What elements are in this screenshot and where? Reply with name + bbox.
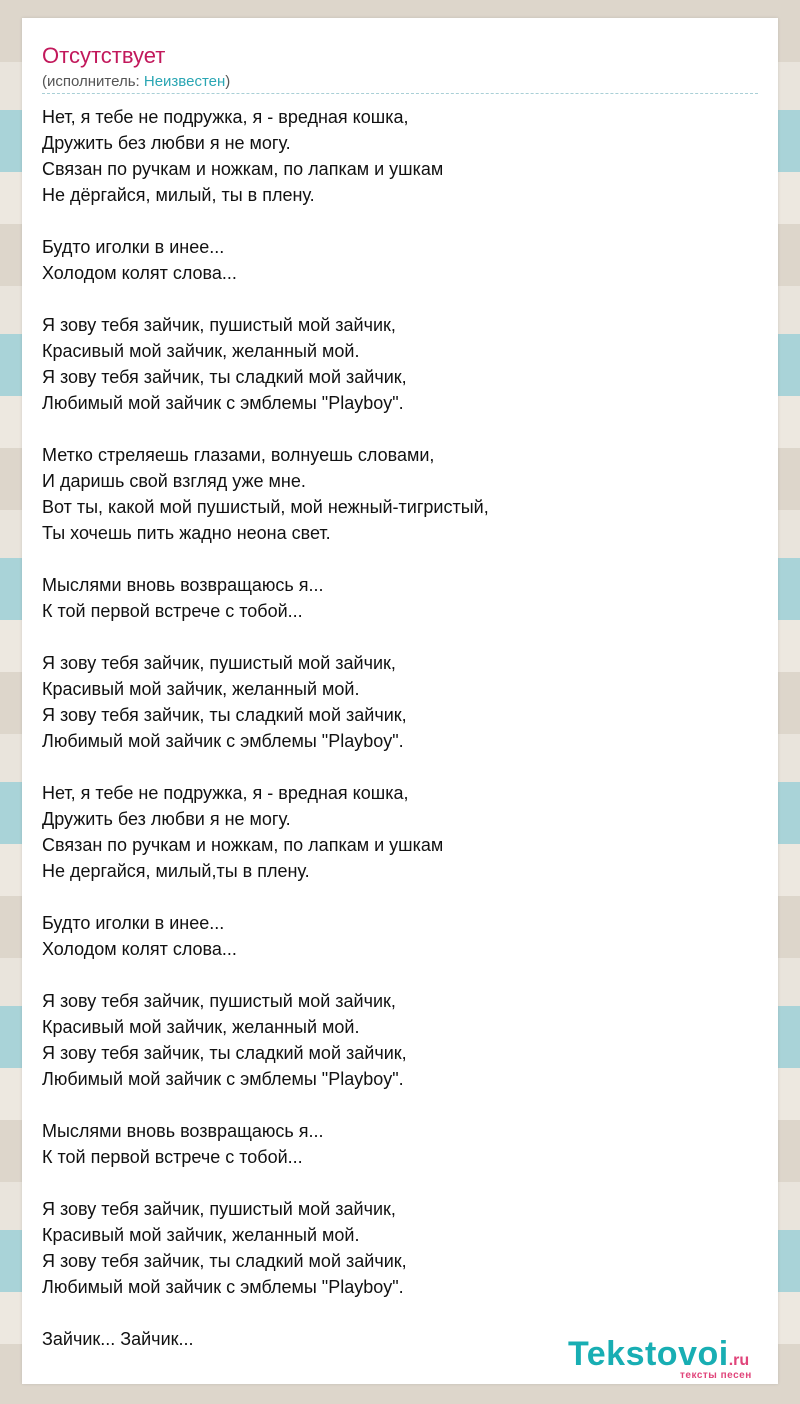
- lyrics-line: Связан по ручкам и ножкам, по лапкам и ушкам: [42, 159, 444, 179]
- lyrics-line: Будто иголки в инее...: [42, 237, 225, 257]
- lyrics-line: Мыслями вновь возвращаюсь я...: [42, 1121, 324, 1141]
- lyrics-line: Любимый мой зайчик с эмблемы "Playboy".: [42, 1277, 404, 1297]
- lyrics-stanza: [42, 780, 758, 884]
- lyrics-line: Я зову тебя зайчик, ты сладкий мой зайчик,: [42, 1251, 407, 1271]
- lyrics-line: Не дёргайся, милый, ты в плену.: [42, 185, 315, 205]
- lyrics-line: Красивый мой зайчик, желанный мой.: [42, 1017, 360, 1037]
- song-title: Отсутствует: [42, 43, 166, 68]
- site-logo[interactable]: [568, 1335, 788, 1381]
- artist-link[interactable]: Неизвестен: [143, 73, 226, 90]
- lyrics-line: Дружить без любви я не могу.: [42, 133, 291, 153]
- lyrics-line: Я зову тебя зайчик, пушистый мой зайчик,: [42, 315, 396, 335]
- lyrics-line: Я зову тебя зайчик, пушистый мой зайчик,: [42, 653, 396, 673]
- lyrics-line: Я зову тебя зайчик, пушистый мой зайчик,: [42, 1199, 396, 1219]
- lyrics-stanza: [42, 988, 758, 1092]
- lyrics-line: К той первой встрече с тобой...: [42, 1147, 303, 1167]
- lyrics-line: Красивый мой зайчик, желанный мой.: [42, 679, 360, 699]
- lyrics-line: Не дергайся, милый,ты в плену.: [42, 861, 310, 881]
- lyrics-line: Холодом колят слова...: [42, 263, 237, 283]
- lyrics-line: Будто иголки в инее...: [42, 913, 225, 933]
- lyrics-line: Дружить без любви я не могу.: [42, 809, 291, 829]
- lyrics-stanza: [42, 234, 758, 286]
- song-meta: [42, 73, 230, 91]
- lyrics-line: Красивый мой зайчик, желанный мой.: [42, 1225, 360, 1245]
- lyrics-stanza: [42, 1196, 758, 1300]
- lyrics-line: Я зову тебя зайчик, пушистый мой зайчик,: [42, 991, 396, 1011]
- lyrics-text: [42, 104, 758, 1378]
- logo-name: Tekstovoi: [568, 1335, 729, 1373]
- lyrics-card: [22, 18, 778, 1384]
- lyrics-line: Нет, я тебе не подружка, я - вредная кошка,: [42, 107, 409, 127]
- lyrics-line: К той первой встрече с тобой...: [42, 601, 303, 621]
- lyrics-line: Я зову тебя зайчик, ты сладкий мой зайчик,: [42, 1043, 407, 1063]
- lyrics-line: Я зову тебя зайчик, ты сладкий мой зайчик,: [42, 705, 407, 725]
- lyrics-line: Красивый мой зайчик, желанный мой.: [42, 341, 360, 361]
- lyrics-line: И даришь свой взгляд уже мне.: [42, 471, 306, 491]
- lyrics-line: Любимый мой зайчик с эмблемы "Playboy".: [42, 393, 404, 413]
- lyrics-line: Зайчик... Зайчик...: [42, 1329, 194, 1349]
- lyrics-stanza: [42, 1118, 758, 1170]
- lyrics-line: Любимый мой зайчик с эмблемы "Playboy".: [42, 1069, 404, 1089]
- lyrics-stanza: [42, 910, 758, 962]
- lyrics-line: Вот ты, какой мой пушистый, мой нежный-тигристый,: [42, 497, 489, 517]
- title-divider: [42, 93, 758, 94]
- lyrics-stanza: [42, 442, 758, 546]
- lyrics-stanza: [42, 104, 758, 208]
- lyrics-line: Связан по ручкам и ножкам, по лапкам и ушкам: [42, 835, 444, 855]
- lyrics-stanza: [42, 312, 758, 416]
- lyrics-line: Метко стреляешь глазами, волнуешь словами,: [42, 445, 435, 465]
- lyrics-line: Любимый мой зайчик с эмблемы "Playboy".: [42, 731, 404, 751]
- lyrics-stanza: [42, 650, 758, 754]
- logo-suffix: .ru: [728, 1352, 750, 1369]
- lyrics-stanza: [42, 572, 758, 624]
- lyrics-line: Ты хочешь пить жадно неона свет.: [42, 523, 331, 543]
- logo-tagline: тексты песен: [680, 1370, 752, 1381]
- lyrics-line: Нет, я тебе не подружка, я - вредная кошка,: [42, 783, 409, 803]
- meta-suffix: ): [225, 73, 231, 90]
- lyrics-line: Холодом колят слова...: [42, 939, 237, 959]
- lyrics-line: Мыслями вновь возвращаюсь я...: [42, 575, 324, 595]
- meta-prefix: (исполнитель:: [42, 73, 144, 90]
- lyrics-line: Я зову тебя зайчик, ты сладкий мой зайчик,: [42, 367, 407, 387]
